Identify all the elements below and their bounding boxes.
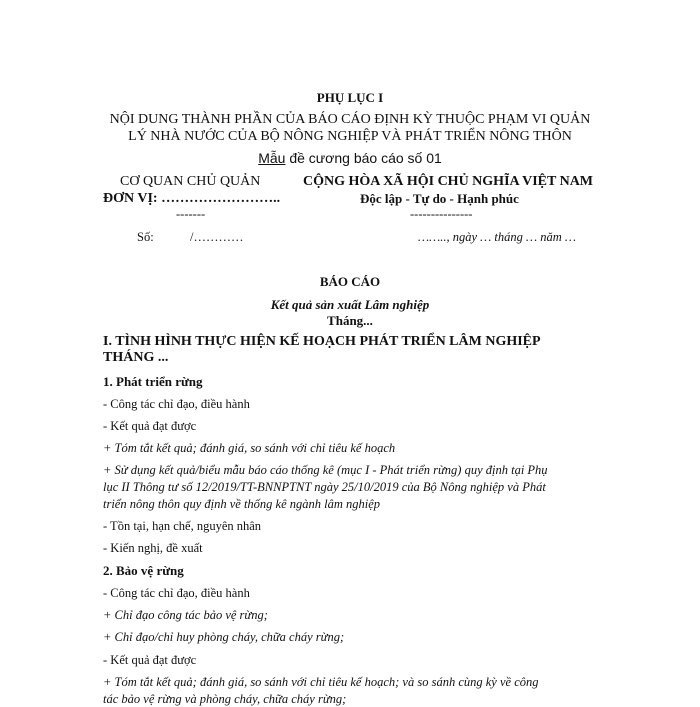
list-item-line-1: + Tóm tắt kết quả; đánh giá, so sánh với chỉ tiêu kế hoạch; và so sánh cùng kỳ về công — [103, 675, 539, 689]
list-item: - Kết quả đạt được — [103, 419, 197, 433]
doc-number-value: /………… — [190, 230, 244, 244]
list-item: + Tóm tắt kết quả; đánh giá, so sánh với chỉ tiêu kế hoạch — [103, 441, 396, 455]
list-item-line-2: tác bảo vệ rừng và phòng cháy, chữa cháy rừng; — [103, 692, 347, 706]
list-item-line-2: lục II Thông tư số 12/2019/TT-BNNPTNT ngày 25/10/2019 của Bộ Nông nghiệp và Phát — [103, 480, 546, 494]
doc-number-label: Số: — [137, 230, 154, 244]
list-item: + Chỉ đạo công tác bảo vệ rừng; — [103, 608, 268, 622]
doc-title-line-1: NỘI DUNG THÀNH PHẦN CỦA BÁO CÁO ĐỊNH KỲ THUỘC PHẠM VI QUẢN — [109, 112, 591, 127]
list-item: - Công tác chỉ đạo, điều hành — [103, 586, 250, 600]
date-line: …….., ngày … tháng … năm … — [418, 230, 576, 244]
republic-name: CỘNG HÒA XÃ HỘI CHỦ NGHĨA VIỆT NAM — [303, 174, 594, 189]
list-item: + Chỉ đạo/chỉ huy phòng cháy, chữa cháy rừng; — [103, 630, 345, 644]
list-item-line-3: triển nông thôn quy định về thống kê ngành lâm nghiệp — [103, 497, 381, 511]
report-title: BÁO CÁO — [319, 274, 381, 289]
right-divider: --------------- — [410, 207, 473, 221]
report-month: Tháng... — [327, 313, 373, 328]
report-subtitle: Kết quả sản xuất Lâm nghiệp — [270, 297, 430, 312]
agency-name: CƠ QUAN CHỦ QUẢN — [120, 174, 261, 189]
list-item: - Tồn tại, hạn chế, nguyên nhân — [103, 519, 262, 533]
list-item-line-1: + Sử dụng kết quả/biểu mẫu báo cáo thống kê (mục I - Phát triển rừng) quy định tại Phụ — [103, 463, 548, 477]
left-divider: ------- — [176, 207, 206, 221]
form-label-prefix: Mẫu — [258, 150, 286, 166]
national-motto: Độc lập - Tự do - Hạnh phúc — [360, 191, 519, 206]
appendix-label: PHỤ LỤC I — [316, 90, 384, 105]
section-1-heading-line-2: THÁNG ... — [103, 350, 169, 365]
subsection-1-heading: 1. Phát triển rừng — [103, 374, 203, 389]
subsection-2-heading: 2. Bảo vệ rừng — [103, 563, 184, 578]
list-item: - Công tác chỉ đạo, điều hành — [103, 397, 250, 411]
doc-title-line-2: LÝ NHÀ NƯỚC CỦA BỘ NÔNG NGHIỆP VÀ PHÁT TRIỂN NÔNG THÔN — [128, 129, 572, 144]
list-item: - Kết quả đạt được — [103, 653, 197, 667]
form-label-rest: đề cương báo cáo số 01 — [285, 150, 442, 166]
form-label — [0, 150, 700, 166]
list-item: - Kiến nghị, đề xuất — [103, 541, 203, 555]
section-1-heading-line-1: I. TÌNH HÌNH THỰC HIỆN KẾ HOẠCH PHÁT TRIỂN LÂM NGHIỆP — [103, 334, 541, 349]
unit-name: ĐƠN VỊ: …………………….. — [103, 191, 281, 206]
